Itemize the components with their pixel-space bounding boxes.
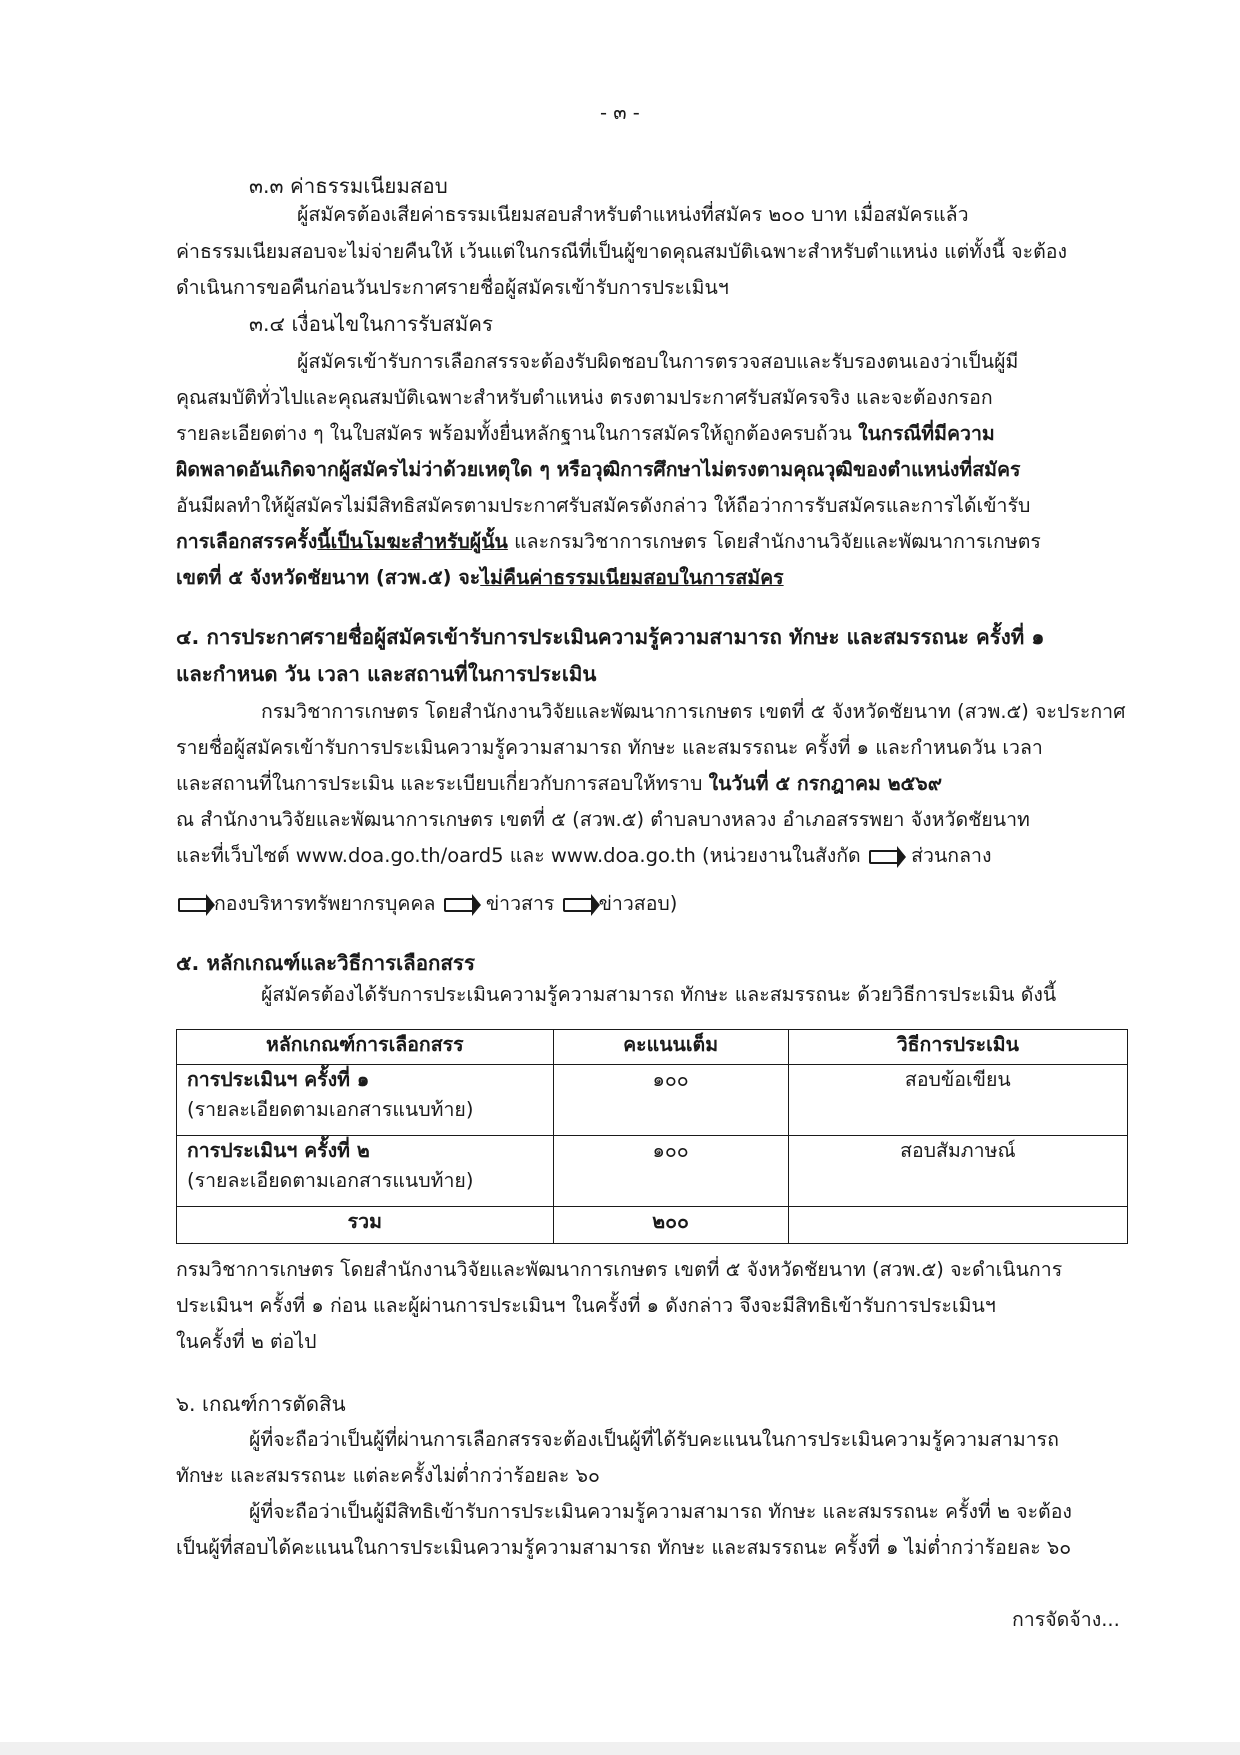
right-arrow-icon	[178, 898, 208, 912]
text-run: รายละเอียดต่าง ๆ ในใบสมัคร พร้อมทั้งยื่นหลักฐานในการสมัครให้ถูกต้องครบถ้วน	[176, 422, 859, 445]
bold-underlined-text-run: ไม่คืนค่าธรรมเนียมสอบในการสมัคร	[480, 566, 784, 589]
score-cell: ๑๐๐	[553, 1136, 788, 1207]
paragraph-line: ผิดพลาดอันเกิดจากผู้สมัครไม่ว่าด้วยเหตุใด ๆ หรือวุฒิการศึกษาไม่ตรงตามคุณวุฒิของตำแหน่งที่สมัคร	[176, 458, 1021, 481]
table-row	[177, 1136, 1128, 1207]
table-header: วิธีการประเมิน	[788, 1030, 1127, 1065]
paragraph-line: ประเมินฯ ครั้งที่ ๑ ก่อน และผู้ผ่านการประเมินฯ ในครั้งที่ ๑ ดังกล่าว จึงจะมีสิทธิเข้ารับการประเมินฯ	[176, 1294, 996, 1317]
table-row	[177, 1065, 1128, 1136]
score-cell: ๑๐๐	[553, 1065, 788, 1136]
bold-text-run: เขตที่ ๕ จังหวัดชัยนาท (สวพ.๕) จะ	[176, 566, 481, 589]
paragraph-line: เป็นผู้ที่สอบได้คะแนนในการประเมินความรู้ความสามารถ ทักษะ และสมรรถนะ ครั้งที่ ๑ ไม่ต่ำกว่าร้อยละ ๖๐	[176, 1536, 1072, 1559]
paragraph-line	[176, 841, 992, 871]
text-run: ส่วนกลาง	[904, 844, 992, 867]
paragraph-line	[176, 769, 942, 799]
section-4-heading-cont: และกำหนด วัน เวลา และสถานที่ในการประเมิน	[176, 662, 597, 686]
page-number: - ๓ -	[600, 101, 640, 124]
right-arrow-icon	[444, 898, 474, 912]
paragraph-line: คุณสมบัติทั่วไปและคุณสมบัติเฉพาะสำหรับตำแหน่ง ตรงตามประกาศรับสมัครจริง และจะต้องกรอก	[176, 386, 993, 409]
scan-edge	[0, 1742, 1240, 1755]
paragraph-line	[176, 563, 784, 593]
paragraph-line: รายชื่อผู้สมัครเข้ารับการประเมินความรู้ความสามารถ ทักษะ และสมรรถนะ ครั้งที่ ๑ และกำหนดวัน เวลา	[176, 736, 1043, 759]
paragraph-line: ในครั้งที่ ๒ ต่อไป	[176, 1330, 317, 1353]
paragraph-line: ผู้สมัครต้องเสียค่าธรรมเนียมสอบสำหรับตำแหน่งที่สมัคร ๒๐๐ บาท เมื่อสมัครแล้ว	[297, 203, 969, 226]
continuation-text: การจัดจ้าง...	[1012, 1608, 1120, 1631]
text-run: และที่เว็บไซต์ www.doa.go.th/oard5 และ www.doa.go.th (หน่วยงานในสังกัด	[176, 844, 867, 867]
paragraph-line: ผู้สมัครเข้ารับการเลือกสรรจะต้องรับผิดชอบในการตรวจสอบและรับรองตนเองว่าเป็นผู้มี	[297, 350, 1019, 373]
right-arrow-icon	[869, 850, 899, 864]
paragraph-line: ผู้สมัครต้องได้รับการประเมินความรู้ความสามารถ ทักษะ และสมรรถนะ ด้วยวิธีการประเมิน ดังนี้	[261, 983, 1057, 1006]
paragraph-line: อันมีผลทำให้ผู้สมัครไม่มีสิทธิสมัครตามประกาศรับสมัครดังกล่าว ให้ถือว่าการรับสมัครและการได้เข้ารับ	[176, 494, 1031, 517]
criteria-cell	[177, 1136, 554, 1207]
paragraph-line: ทักษะ และสมรรถนะ แต่ละครั้งไม่ต่ำกว่าร้อยละ ๖๐	[176, 1464, 600, 1487]
text-run: และสถานที่ในการประเมิน และระเบียบเกี่ยวกับการสอบให้ทราบ	[176, 772, 709, 795]
criteria-detail: (รายละเอียดตามเอกสารแนบท้าย)	[187, 1098, 474, 1121]
bold-text-run: การเลือกสรรครั้ง	[176, 530, 318, 553]
paragraph-line: กรมวิชาการเกษตร โดยสำนักงานวิจัยและพัฒนาการเกษตร เขตที่ ๕ จังหวัดชัยนาท (สวพ.๕) จะประกาศ	[261, 700, 1126, 723]
right-arrow-icon	[563, 898, 593, 912]
paragraph-line	[176, 527, 1041, 557]
section-3-4-heading: ๓.๔ เงื่อนไขในการรับสมัคร	[249, 312, 493, 336]
text-run: ข่าวสอบ)	[598, 892, 678, 915]
total-score: ๒๐๐	[553, 1207, 788, 1244]
paragraph-line: ผู้ที่จะถือว่าเป็นผู้ที่ผ่านการเลือกสรรจะต้องเป็นผู้ที่ได้รับคะแนนในการประเมินความรู้ความสามารถ	[249, 1428, 1059, 1451]
paragraph-line	[176, 889, 677, 919]
section-3-3-heading: ๓.๓ ค่าธรรมเนียมสอบ	[249, 174, 448, 198]
bold-text-run: ในกรณีที่มีความ	[858, 422, 995, 445]
empty-cell	[788, 1207, 1127, 1244]
criteria-detail: (รายละเอียดตามเอกสารแนบท้าย)	[187, 1169, 474, 1192]
paragraph-line	[176, 419, 995, 449]
method-cell: สอบข้อเขียน	[788, 1065, 1127, 1136]
criteria-title: การประเมินฯ ครั้งที่ ๑	[187, 1068, 370, 1091]
method-cell: สอบสัมภาษณ์	[788, 1136, 1127, 1207]
paragraph-line: กรมวิชาการเกษตร โดยสำนักงานวิจัยและพัฒนาการเกษตร เขตที่ ๕ จังหวัดชัยนาท (สวพ.๕) จะดำเนินการ	[176, 1258, 1063, 1281]
section-5-heading: ๕. หลักเกณฑ์และวิธีการเลือกสรร	[176, 951, 475, 975]
bold-text-run: ในวันที่ ๕ กรกฎาคม ๒๕๖๙	[708, 772, 942, 795]
section-6-heading: ๖. เกณฑ์การตัดสิน	[176, 1392, 346, 1416]
paragraph-line: ค่าธรรมเนียมสอบจะไม่จ่ายคืนให้ เว้นแต่ในกรณีที่เป็นผู้ขาดคุณสมบัติเฉพาะสำหรับตำแหน่ง แต่ทั้งนี้ จะต้อง	[176, 240, 1068, 263]
table-total-row	[177, 1207, 1128, 1244]
section-4-heading: ๔. การประกาศรายชื่อผู้สมัครเข้ารับการประเมินความรู้ความสามารถ ทักษะ และสมรรถนะ ครั้งที่ ๑	[176, 625, 1045, 649]
paragraph-line: ผู้ที่จะถือว่าเป็นผู้มีสิทธิเข้ารับการประเมินความรู้ความสามารถ ทักษะ และสมรรถนะ ครั้งที่ ๒ จะต้อง	[249, 1500, 1072, 1523]
bold-underlined-text-run: นี้เป็นโมฆะสำหรับผู้นั้น	[317, 530, 508, 553]
table-header: คะแนนเต็ม	[553, 1030, 788, 1065]
criteria-cell	[177, 1065, 554, 1136]
table-header-row	[177, 1030, 1128, 1065]
criteria-title: การประเมินฯ ครั้งที่ ๒	[187, 1139, 370, 1162]
text-run: และกรมวิชาการเกษตร โดยสำนักงานวิจัยและพัฒนาการเกษตร	[507, 530, 1041, 553]
text-run: กองบริหารทรัพยากรบุคคล	[214, 892, 442, 915]
total-label: รวม	[177, 1207, 554, 1244]
text-run: ข่าวสาร	[479, 892, 561, 915]
paragraph-line: ณ สำนักงานวิจัยและพัฒนาการเกษตร เขตที่ ๕ (สวพ.๕) ตำบลบางหลวง อำเภอสรรพยา จังหวัดชัยนาท	[176, 808, 1030, 831]
paragraph-line: ดำเนินการขอคืนก่อนวันประกาศรายชื่อผู้สมัครเข้ารับการประเมินฯ	[176, 276, 729, 299]
criteria-table	[176, 1029, 1128, 1244]
table-header: หลักเกณฑ์การเลือกสรร	[177, 1030, 554, 1065]
